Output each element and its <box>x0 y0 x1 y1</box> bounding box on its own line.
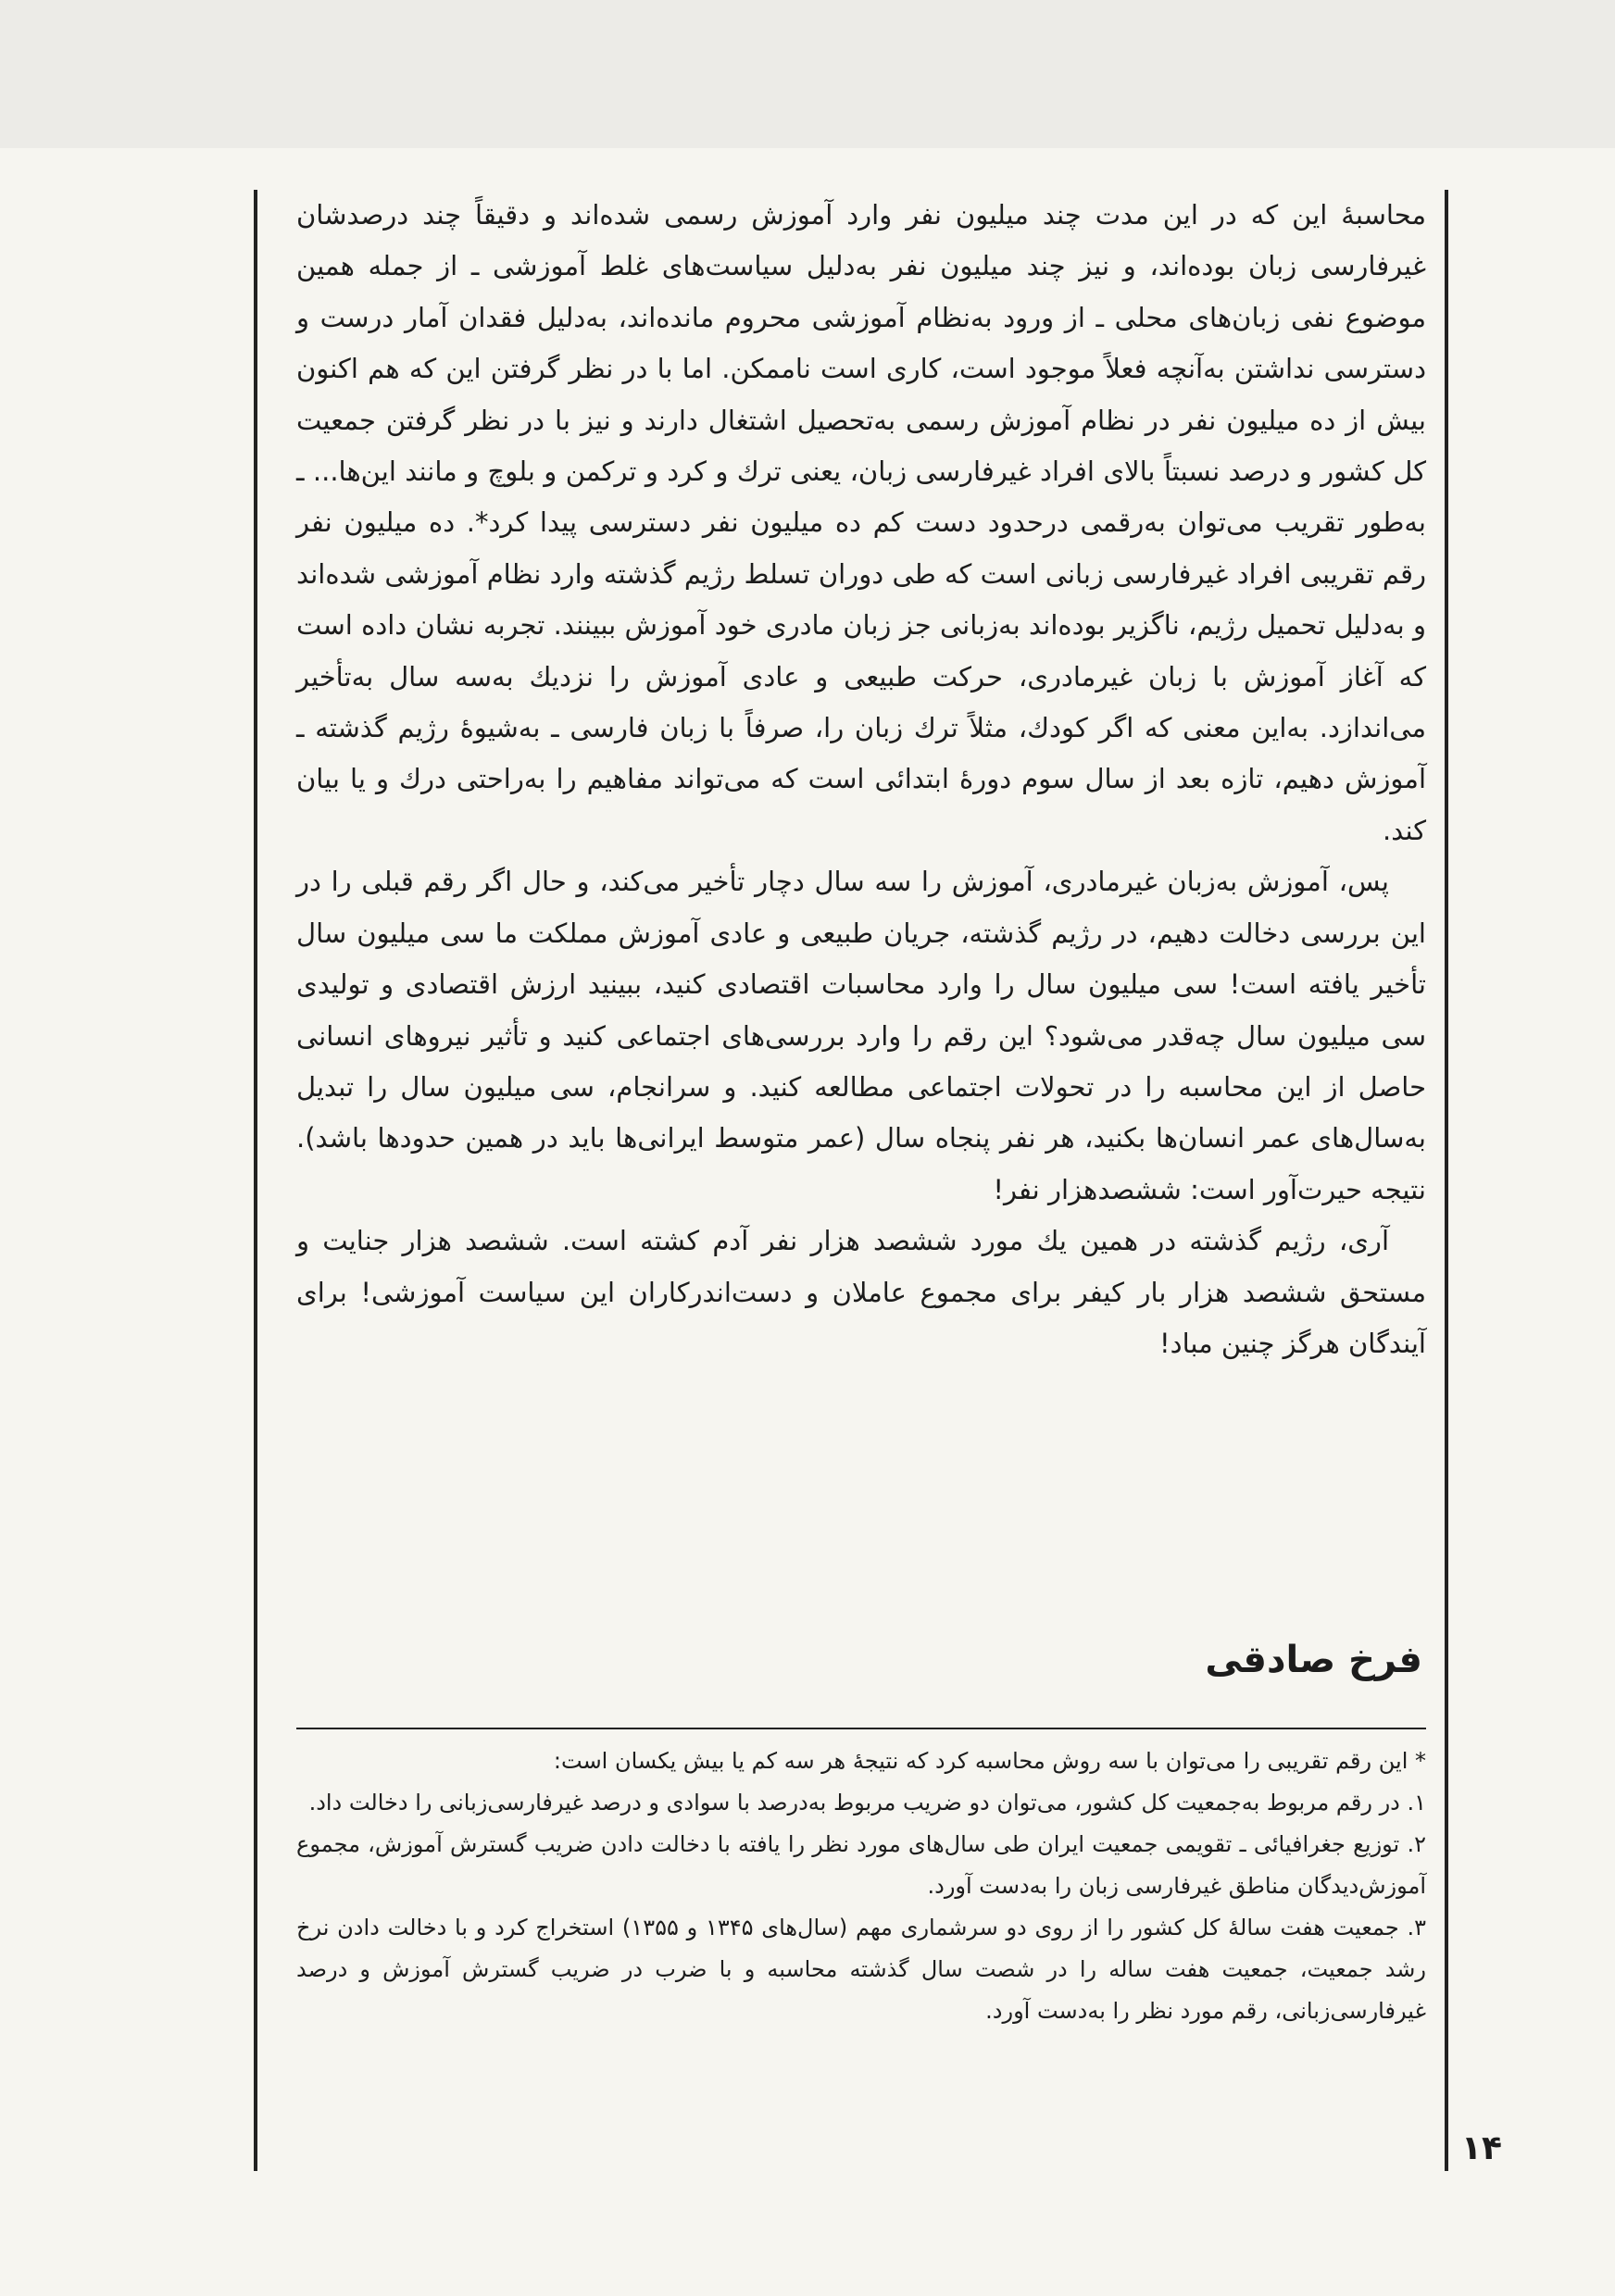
footnote-item-2: ۲. توزیع جغرافیائی ـ تقویمی جمعیت ایران طی سال‌های مورد نظر را یافته با دخالت دادن ضریب گسترش آموزش، مجموع آموزش‌دیدگان مناطق غیرفارسی زبان را به‌دست آورد. <box>296 1831 1426 1899</box>
right-column-rule <box>1445 190 1448 2171</box>
article-body <box>296 190 1426 1369</box>
paragraph-1: محاسبهٔ این که در این مدت چند میلیون نفر وارد آموزش رسمی شده‌اند و دقیقاً چند درصدشان غیرفارسی زبان بوده‌اند، و نیز چند میلیون نفر به‌دلیل سیاست‌های غلط آموزشی ـ از جمله همین موضوع نفی زبان‌های محلی ـ از ورود به‌نظام آموزشی محروم مانده‌اند، به‌دلیل فقدان آمار درست و دسترسی نداشتن به‌آنچه فعلاً موجود است، کاری است ناممکن. اما با در نظر گرفتن این که هم اکنون بیش از ده میلیون نفر در نظام آموزش رسمی به‌تحصیل اشتغال دارند و نیز با در نظر گرفتن جمعیت کل کشور و درصد نسبتاً بالای افراد غیرفارسی زبان، یعنی ترك و كرد و تركمن و بلوچ و مانند این‌ها... ـ به‌طور تقریب می‌توان به‌رقمی درحدود دست کم ده میلیون نفر دسترسی پیدا کرد*. ده میلیون نفر رقم تقریبی افراد غیرفارسی زبانی است که طی دوران تسلط رژیم گذشته وارد نظام آموزشی شده‌اند و به‌دلیل تحمیل رژیم، ناگزیر بوده‌اند به‌زبانی جز زبان مادری خود آموزش ببینند. تجربه نشان داده است که آغاز آموزش با زبان غیرمادری، حرکت طبیعی و عادی آموزش را نزدیك به‌سه سال به‌تأخیر می‌اندازد. به‌این معنی که اگر كودك، مثلاً ترك زبان را، صرفاً با زبان فارسی ـ به‌شیوهٔ رژیم گذشته ـ آموزش دهیم، تازه بعد از سال سوم دورهٔ ابتدائی است که می‌تواند مفاهیم را به‌راحتی درك و یا بیان كند. <box>296 199 1426 846</box>
left-column-rule <box>254 190 257 2171</box>
paragraph-3: آری، رژیم گذشته در همین یك مورد ششصد هزار نفر آدم کشته است. ششصد هزار جنایت و مستحق ششصد هزار بار کیفر برای مجموع عاملان و دست‌اندرکاران این سیاست آموزشی! برای آیندگان هرگز چنین مباد! <box>296 1225 1426 1359</box>
top-margin-strip <box>0 0 1615 148</box>
footnote-item-1: ۱. در رقم مربوط به‌جمعیت کل کشور، می‌توان دو ضریب مربوط به‌درصد با سوادی و درصد غیرفارسی‌زبانی را دخالت داد. <box>308 1790 1426 1816</box>
footnote-divider <box>296 1728 1426 1729</box>
paragraph-2: پس، آموزش به‌زبان غیرمادری، آموزش را سه سال دچار تأخیر می‌کند، و حال اگر رقم قبلی را در این بررسی دخالت دهیم، در رژیم گذشته، جریان طبیعی و عادی آموزش مملکت ما سی میلیون سال تأخیر یافته است! سی میلیون سال را وارد محاسبات اقتصادی کنید، ببینید ارزش اقتصادی و تولیدی سی میلیون سال چه‌قدر می‌شود؟ این رقم را وارد بررسی‌های اجتماعی کنید و تأثیر نیروهای انسانی حاصل از این محاسبه را در تحولات اجتماعی مطالعه کنید. و سرانجام، سی میلیون سال را تبدیل به‌سال‌های عمر انسان‌ها بکنید، هر نفر پنجاه سال (عمر متوسط ایرانی‌ها باید در همین حدودها باشد). نتیجه حیرت‌آور است: ششصدهزار نفر! <box>296 866 1426 1205</box>
page-number: ۱۴ <box>1461 2129 1502 2167</box>
footnote-intro: * این رقم تقریبی را می‌توان با سه روش محاسبه کرد که نتیجهٔ هر سه کم یا بیش یکسان است: <box>553 1748 1426 1774</box>
footnotes <box>296 1741 1426 2032</box>
footnote-item-3: ۳. جمعیت هفت سالهٔ کل کشور را از روی دو سرشماری مهم (سال‌های ۱۳۴۵ و ۱۳۵۵) استخراج کرد و با دخالت دادن نرخ رشد جمعیت، جمعیت هفت ساله را در شصت سال گذشته محاسبه و با ضرب در ضریب گسترش آموزش و درصد غیرفارسی‌زبانی، رقم مورد نظر را به‌دست آورد. <box>296 1915 1426 2024</box>
author-signature: فرخ صادقی <box>1205 1639 1422 1681</box>
